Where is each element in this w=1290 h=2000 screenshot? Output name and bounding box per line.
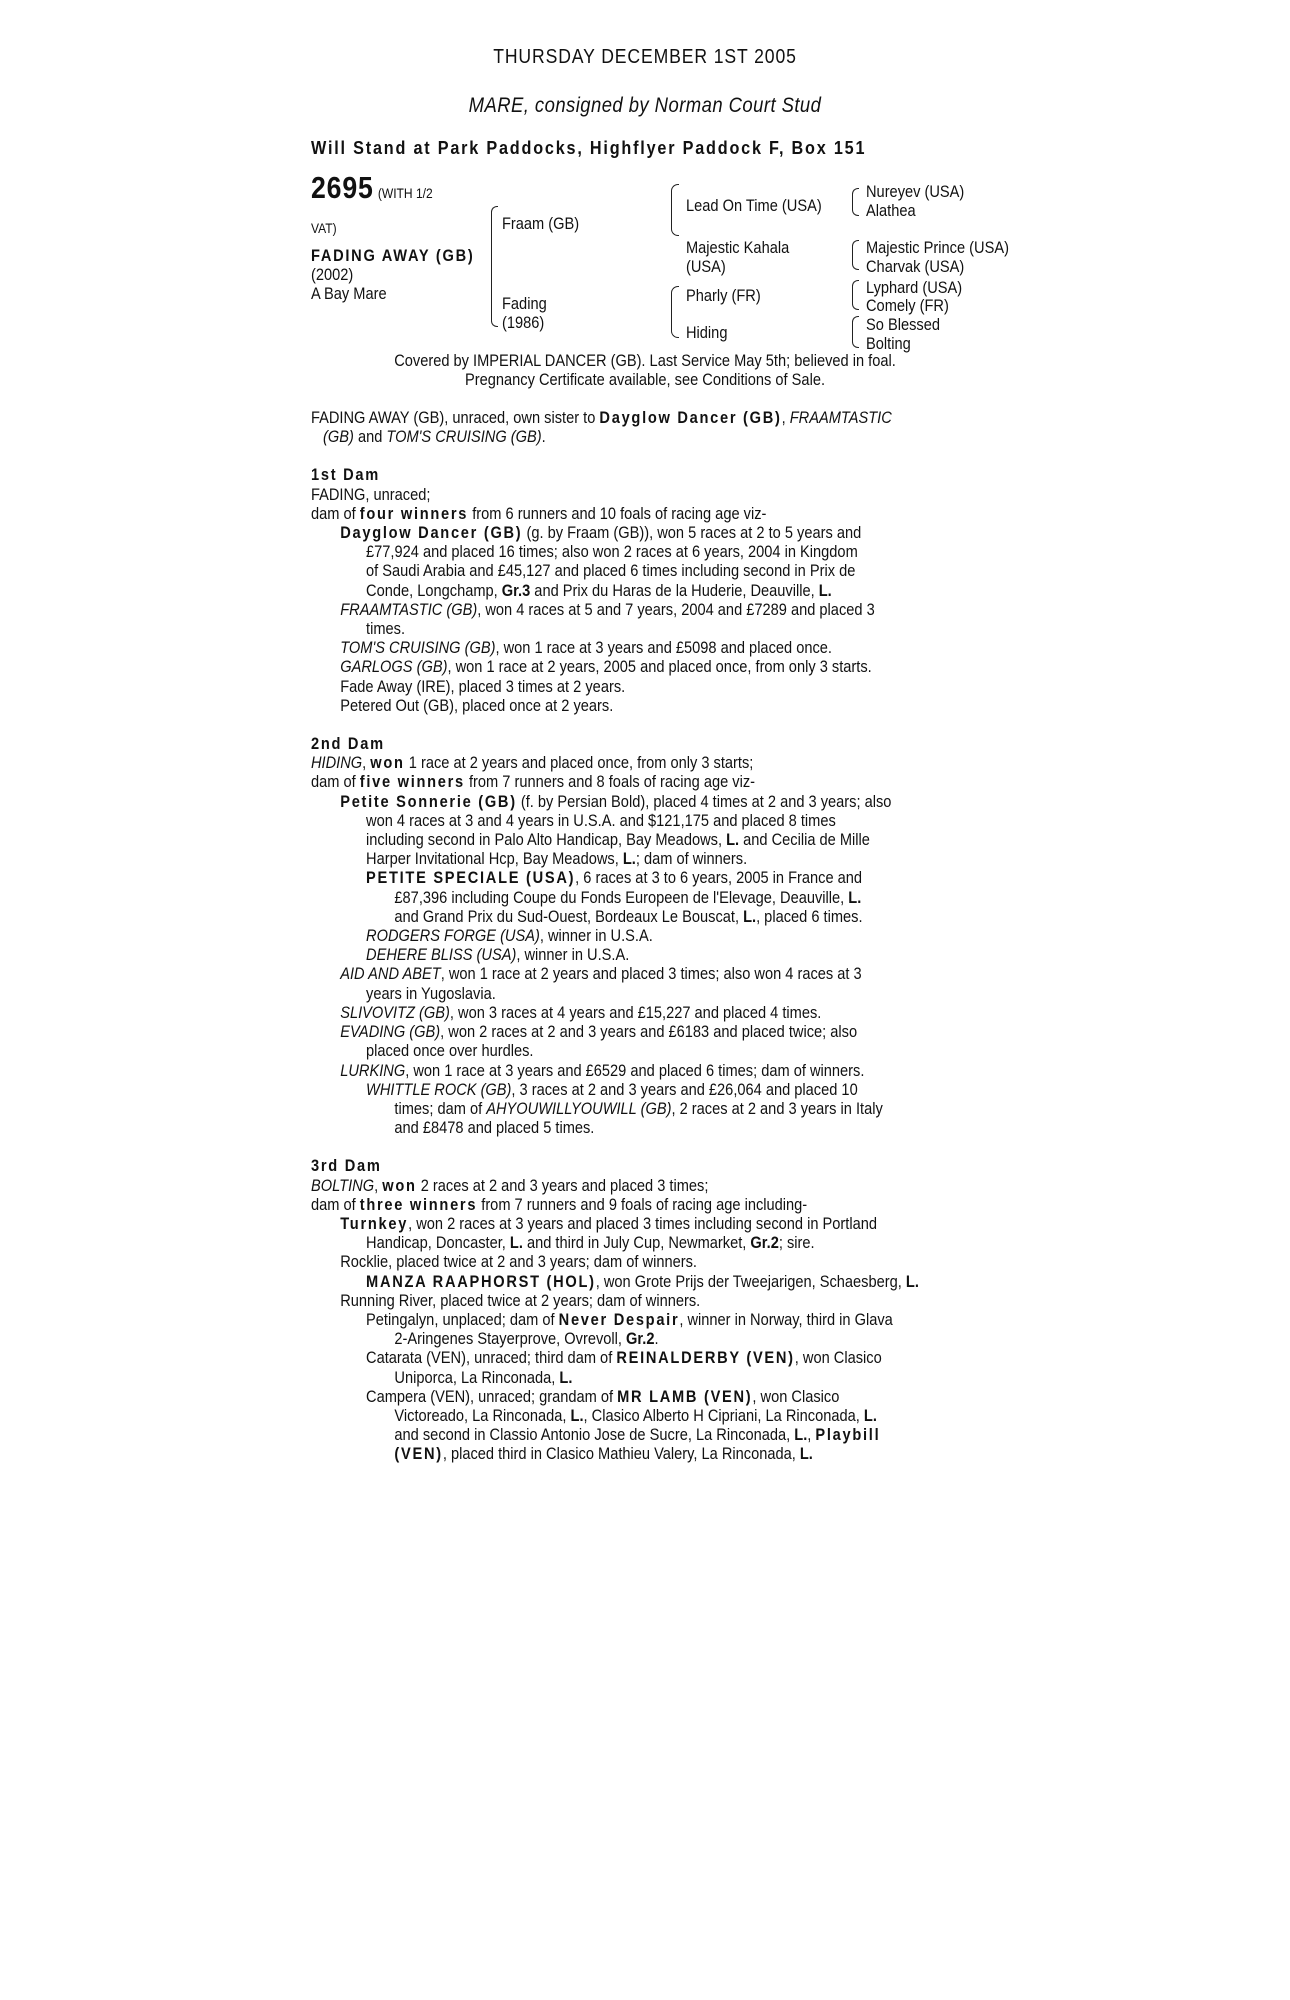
grade: L. bbox=[622, 849, 636, 869]
intro-sibling: FRAAMTASTIC bbox=[789, 408, 892, 427]
text: 2 races at 2 and 3 years and placed 3 times; bbox=[416, 1175, 709, 1195]
intro-line bbox=[311, 408, 913, 427]
produce-entry-cont bbox=[311, 888, 913, 907]
third-dam-heading: 3rd Dam bbox=[311, 1156, 382, 1176]
lot-number: 2695 bbox=[311, 170, 374, 205]
produce-entry-cont bbox=[311, 830, 913, 849]
grade: Gr.2 bbox=[750, 1233, 779, 1253]
produce-entry-cont bbox=[311, 849, 913, 868]
text: and Grand Prix du Sud-Ouest, Bordeaux Le Bouscat, bbox=[394, 906, 744, 926]
text: , bbox=[374, 1175, 383, 1195]
pregnancy-line: Pregnancy Certificate available, see Conditions of Sale. bbox=[464, 370, 826, 389]
dam-line bbox=[311, 772, 913, 791]
text: Catarata (VEN), unraced; third dam of bbox=[366, 1348, 617, 1368]
horse-name: SLIVOVITZ (GB) bbox=[340, 1002, 450, 1022]
text: Handicap, Doncaster, bbox=[366, 1233, 510, 1253]
produce-entry bbox=[311, 638, 913, 657]
dam-year: (1986) bbox=[502, 313, 545, 332]
horse-name: FADING AWAY (GB) bbox=[311, 246, 475, 265]
text: , won 1 race at 2 years, 2005 and placed once, from only 3 starts. bbox=[447, 657, 872, 677]
intro-sep: and bbox=[353, 427, 387, 447]
grade: L. bbox=[726, 830, 740, 850]
text: , bbox=[362, 753, 371, 773]
pedigree-brace bbox=[852, 188, 859, 216]
horse-name: HIDING bbox=[311, 753, 363, 773]
dam-line: FADING, unraced; bbox=[311, 484, 431, 504]
text: £87,396 including Coupe du Fonds Europeen de l'Elevage, Deauville, bbox=[394, 887, 849, 907]
grade: L. bbox=[905, 1271, 919, 1291]
text: , placed 6 times. bbox=[756, 906, 863, 926]
pedigree-brace bbox=[852, 280, 859, 310]
text: won bbox=[370, 753, 405, 773]
horse-name: Petite Sonnerie (GB) bbox=[340, 791, 517, 811]
produce-entry-cont bbox=[311, 1368, 913, 1387]
dam-line bbox=[311, 1195, 913, 1214]
produce-entry bbox=[311, 1061, 913, 1080]
pedigree-brace bbox=[852, 240, 859, 270]
produce-entry bbox=[311, 1387, 913, 1406]
text: , placed third in Clasico Mathieu Valery, La Rinconada, bbox=[442, 1444, 800, 1464]
intro-sep: . bbox=[541, 427, 546, 447]
produce-entry bbox=[311, 868, 913, 887]
intro-line bbox=[311, 427, 913, 446]
produce-entry: Rocklie, placed twice at 2 and 3 years; dam of winners. bbox=[340, 1252, 697, 1272]
intro-sep: , bbox=[781, 408, 790, 427]
dam: Fading bbox=[502, 294, 547, 313]
text: (g. by Fraam (GB)), won 5 races at 2 to 5 years and bbox=[522, 523, 862, 543]
text: Victoreado, La Rinconada, bbox=[394, 1405, 571, 1425]
produce-entry-cont bbox=[311, 1233, 913, 1252]
produce-entry bbox=[311, 945, 913, 964]
lot-number-line bbox=[311, 170, 433, 205]
text: , won Clasico bbox=[794, 1348, 882, 1368]
text: , won 2 races at 3 years and placed 3 times including second in Portland bbox=[408, 1213, 878, 1233]
horse-name: LURKING bbox=[340, 1060, 406, 1080]
ds-dam: Comely (FR) bbox=[866, 296, 949, 315]
produce-entry bbox=[311, 600, 913, 619]
grade: L. bbox=[570, 1405, 584, 1425]
text: won bbox=[382, 1175, 417, 1195]
ss-dam: Alathea bbox=[866, 201, 916, 220]
text: and Prix du Haras de la Huderie, Deauville, bbox=[530, 580, 819, 600]
grade: L. bbox=[559, 1367, 573, 1387]
text: , winner in U.S.A. bbox=[516, 945, 630, 965]
pedigree-brace bbox=[671, 286, 679, 338]
sire-dam: Majestic Kahala bbox=[686, 238, 790, 257]
produce-entry-cont bbox=[311, 581, 913, 600]
produce-entry-cont bbox=[311, 1444, 913, 1463]
text: 2-Aringenes Stayerprove, Ovrevoll, bbox=[394, 1329, 627, 1349]
text: Petingalyn, unplaced; dam of bbox=[366, 1309, 559, 1329]
sd-dam: Charvak (USA) bbox=[866, 257, 965, 276]
grade: Gr.3 bbox=[501, 580, 531, 600]
second-dam-heading: 2nd Dam bbox=[311, 734, 385, 754]
grade: L. bbox=[799, 1444, 813, 1464]
horse-name: TOM'S CRUISING (GB) bbox=[340, 638, 496, 658]
sire-sire: Lead On Time (USA) bbox=[686, 196, 822, 215]
covered-note bbox=[90, 351, 1199, 389]
produce-entry: Petered Out (GB), placed once at 2 years. bbox=[340, 695, 614, 715]
produce-entry-cont bbox=[311, 1329, 913, 1348]
dam-line bbox=[311, 753, 913, 772]
horse-name: EVADING (GB) bbox=[340, 1022, 441, 1042]
pedigree-brace bbox=[491, 262, 498, 327]
text: Conde, Longchamp, bbox=[366, 580, 502, 600]
produce-entry bbox=[311, 657, 913, 676]
text: ; dam of winners. bbox=[635, 849, 748, 869]
horse-name: AID AND ABET bbox=[340, 964, 441, 984]
horse-name: WHITTLE ROCK (GB) bbox=[366, 1079, 512, 1099]
horse-name: Never Despair bbox=[558, 1309, 680, 1329]
produce-entry-cont bbox=[311, 1425, 913, 1444]
text: , won 1 race at 2 years and placed 3 times; also won 4 races at 3 bbox=[440, 964, 862, 984]
text: including second in Palo Alto Handicap, Bay Meadows, bbox=[366, 830, 727, 850]
text: , won 1 race at 3 years and £5098 and placed once. bbox=[495, 638, 832, 658]
produce-entry-cont: of Saudi Arabia and £45,127 and placed 6 times including second in Prix de bbox=[366, 561, 856, 581]
produce-entry bbox=[311, 1348, 913, 1367]
pedigree-table bbox=[311, 170, 1071, 353]
grade: Gr.2 bbox=[626, 1329, 655, 1349]
horse-name: Dayglow Dancer (GB) bbox=[340, 523, 523, 543]
produce-entry bbox=[311, 1271, 919, 1291]
grade: L. bbox=[863, 1405, 877, 1425]
horse-name: Turnkey bbox=[340, 1213, 409, 1233]
winners-count: three winners bbox=[359, 1194, 478, 1214]
dam-sire: Pharly (FR) bbox=[686, 286, 761, 305]
produce-entry-cont: and £8478 and placed 5 times. bbox=[394, 1118, 595, 1138]
text: from 7 runners and 8 foals of racing age viz- bbox=[464, 772, 756, 792]
ss-sire: Nureyev (USA) bbox=[866, 182, 965, 201]
produce-entry-cont bbox=[311, 907, 913, 926]
text: , 6 races at 3 to 6 years, 2005 in France and bbox=[575, 868, 863, 888]
produce-entry-cont: placed once over hurdles. bbox=[366, 1041, 534, 1061]
horse-name: GARLOGS (GB) bbox=[340, 657, 448, 677]
text: , winner in Norway, third in Glava bbox=[679, 1309, 893, 1329]
ds-sire: Lyphard (USA) bbox=[866, 278, 963, 297]
text: , won 3 races at 4 years and £15,227 and placed 4 times. bbox=[449, 1002, 822, 1022]
sire-dam-cont: (USA) bbox=[686, 257, 726, 276]
intro-sibling: TOM'S CRUISING (GB) bbox=[386, 427, 542, 447]
vat-note: (WITH 1/2 bbox=[377, 185, 433, 201]
text: times; dam of bbox=[394, 1098, 487, 1118]
text: , bbox=[807, 1425, 816, 1445]
first-dam-heading: 1st Dam bbox=[311, 465, 380, 485]
winners-count: four winners bbox=[359, 503, 469, 523]
produce-entry-cont bbox=[311, 1406, 913, 1425]
text: and second in Classio Antonio Jose de Sucre, La Rinconada, bbox=[394, 1425, 795, 1445]
sd-sire: Majestic Prince (USA) bbox=[866, 238, 1009, 257]
text: 1 race at 2 years and placed once, from only 3 starts; bbox=[404, 753, 754, 773]
produce-entry-cont: £77,924 and placed 16 times; also won 2 races at 6 years, 2004 in Kingdom bbox=[366, 542, 858, 562]
horse-name: FRAAMTASTIC (GB) bbox=[340, 599, 478, 619]
text: , Clasico Alberto H Cipriani, La Rinconada, bbox=[583, 1405, 864, 1425]
grade: L. bbox=[743, 906, 757, 926]
text: and third in July Cup, Newmarket, bbox=[522, 1233, 751, 1253]
text: , won 1 race at 3 years and £6529 and placed 6 times; dam of winners. bbox=[405, 1060, 865, 1080]
produce-entry-cont: times. bbox=[366, 619, 406, 639]
text: , won 2 races at 2 and 3 years and £6183 and placed twice; also bbox=[440, 1022, 858, 1042]
text: , 3 races at 2 and 3 years and £26,064 and placed 10 bbox=[511, 1079, 858, 1099]
grade: L. bbox=[509, 1233, 523, 1253]
produce-entry-cont: won 4 races at 3 and 4 years in U.S.A. and $121,175 and placed 8 times bbox=[366, 810, 836, 830]
produce-entry bbox=[311, 1214, 913, 1233]
horse-name: PETITE SPECIALE (USA) bbox=[366, 868, 576, 888]
produce-entry bbox=[311, 1003, 913, 1022]
produce-entry bbox=[311, 523, 913, 542]
text: , won Grote Prijs der Tweejarigen, Schaesberg, bbox=[595, 1271, 906, 1291]
horse-name: REINALDERBY (VEN) bbox=[616, 1348, 795, 1368]
horse-description: A Bay Mare bbox=[311, 284, 387, 303]
horse-name: MANZA RAAPHORST (HOL) bbox=[366, 1271, 596, 1291]
text: Harper Invitational Hcp, Bay Meadows, bbox=[366, 849, 623, 869]
dam-dam: Hiding bbox=[686, 323, 728, 342]
intro-text: FADING AWAY (GB), unraced, own sister to bbox=[311, 408, 600, 427]
pedigree-brace bbox=[491, 206, 498, 263]
text: dam of bbox=[311, 772, 360, 792]
text: Campera (VEN), unraced; grandam of bbox=[366, 1386, 618, 1406]
produce-record bbox=[311, 408, 919, 1464]
consignor-line: MARE, consigned by Norman Court Stud bbox=[468, 94, 822, 117]
winners-count: five winners bbox=[359, 772, 465, 792]
pedigree-brace bbox=[671, 184, 679, 236]
dd-dam: Bolting bbox=[866, 334, 911, 353]
produce-entry: Fade Away (IRE), placed 3 times at 2 years. bbox=[340, 676, 626, 696]
text: ; sire. bbox=[778, 1233, 815, 1253]
dam-line bbox=[311, 504, 913, 523]
produce-entry-cont: years in Yugoslavia. bbox=[366, 983, 496, 1003]
text: from 6 runners and 10 foals of racing age viz- bbox=[468, 503, 767, 523]
covered-line: Covered by IMPERIAL DANCER (GB). Last Service May 5th; believed in foal. bbox=[394, 351, 896, 370]
text: , won 4 races at 5 and 7 years, 2004 and £7289 and placed 3 bbox=[477, 599, 875, 619]
stand-location: Will Stand at Park Paddocks, Highflyer Paddock F, Box 151 bbox=[311, 138, 867, 158]
text: , 2 races at 2 and 3 years in Italy bbox=[671, 1098, 883, 1118]
text: dam of bbox=[311, 1194, 360, 1214]
dam-line bbox=[311, 1176, 913, 1195]
intro-sibling: (GB) bbox=[323, 427, 354, 447]
text: , won Clasico bbox=[752, 1386, 840, 1406]
text: Uniporca, La Rinconada, bbox=[394, 1367, 560, 1387]
text: , winner in U.S.A. bbox=[539, 926, 653, 946]
text: . bbox=[654, 1329, 659, 1349]
produce-entry bbox=[311, 1080, 913, 1099]
grade: L. bbox=[848, 887, 862, 907]
sire: Fraam (GB) bbox=[502, 214, 580, 233]
horse-name: Playbill bbox=[815, 1425, 881, 1445]
intro-sibling: Dayglow Dancer (GB) bbox=[599, 408, 782, 427]
produce-entry bbox=[311, 792, 913, 811]
horse-name: RODGERS FORGE (USA) bbox=[366, 926, 540, 946]
horse-name: MR LAMB (VEN) bbox=[617, 1386, 753, 1406]
produce-entry bbox=[311, 964, 913, 983]
grade: L. bbox=[794, 1425, 808, 1445]
horse-name: DEHERE BLISS (USA) bbox=[366, 945, 517, 965]
text: (f. by Persian Bold), placed 4 times at 2 and 3 years; also bbox=[516, 791, 892, 811]
horse-name: BOLTING bbox=[311, 1175, 375, 1195]
produce-entry bbox=[311, 926, 913, 945]
pedigree-brace bbox=[852, 316, 859, 348]
produce-entry: Running River, placed twice at 2 years; dam of winners. bbox=[340, 1290, 701, 1310]
produce-entry bbox=[311, 1022, 913, 1041]
text: from 7 runners and 9 foals of racing age including- bbox=[477, 1194, 808, 1214]
grade: L. bbox=[818, 580, 832, 600]
horse-name: (VEN) bbox=[394, 1444, 443, 1464]
horse-name: AHYOUWILLYOUWILL (GB) bbox=[486, 1098, 672, 1118]
dd-sire: So Blessed bbox=[866, 315, 940, 334]
sale-date: THURSDAY DECEMBER 1ST 2005 bbox=[493, 46, 797, 68]
vat-note-cont: VAT) bbox=[311, 220, 337, 236]
text: dam of bbox=[311, 503, 360, 523]
produce-entry-cont bbox=[311, 1099, 913, 1118]
produce-entry bbox=[311, 1310, 913, 1329]
text: and Cecilia de Mille bbox=[739, 830, 870, 850]
horse-year: (2002) bbox=[311, 265, 354, 284]
